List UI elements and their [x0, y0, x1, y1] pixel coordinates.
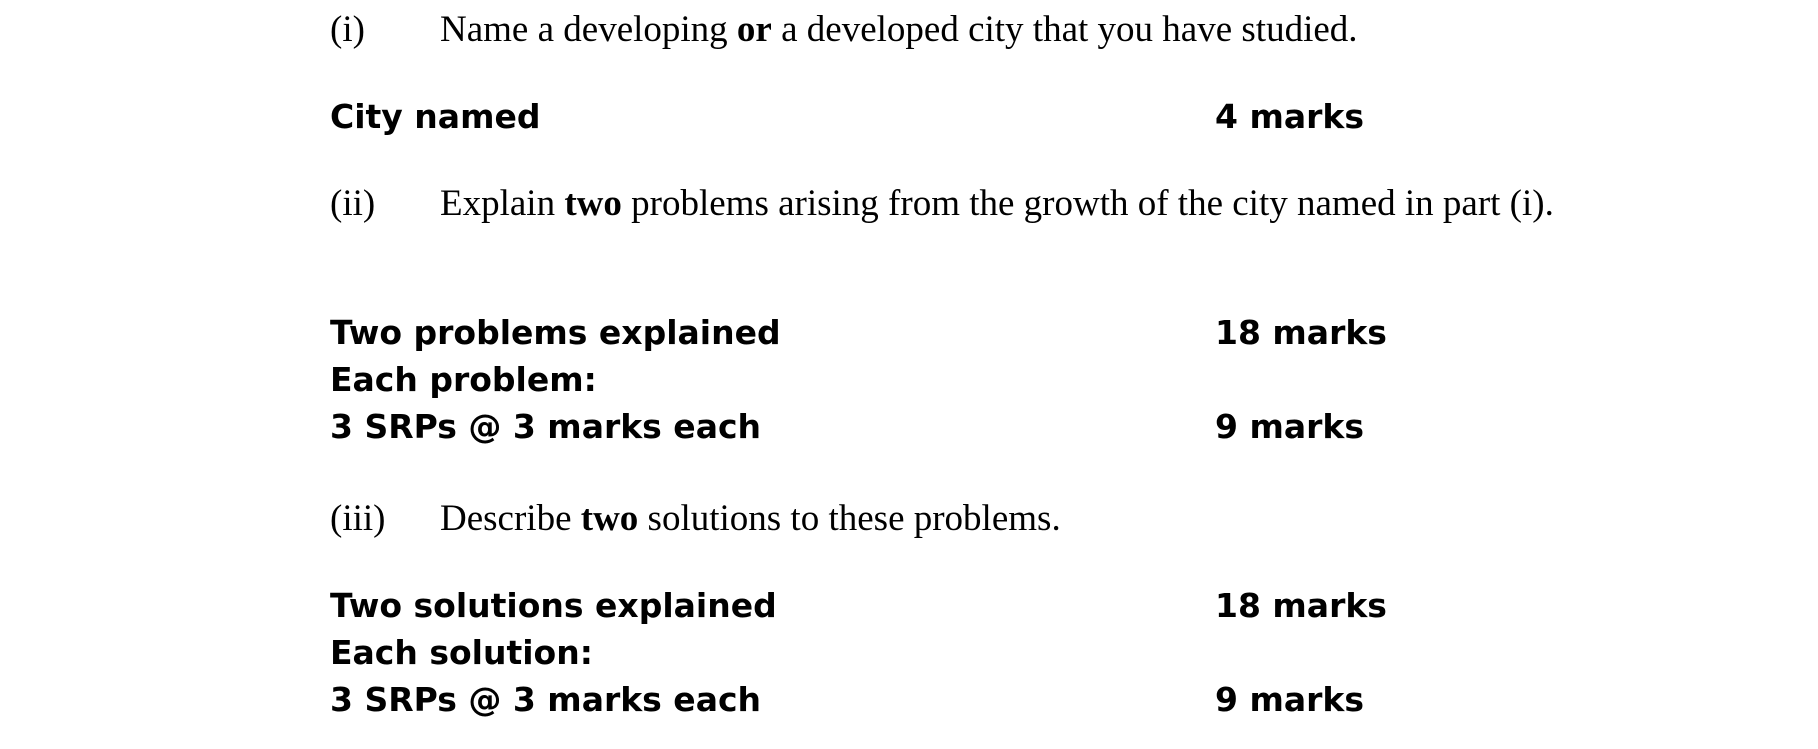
marking-criterion: 3 SRPs @ 3 marks each: [330, 680, 762, 719]
marks-value: 18 marks: [1215, 586, 1387, 625]
marks-value: 4 marks: [1215, 97, 1364, 136]
marking-criterion: Two solutions explained: [330, 586, 777, 625]
marks-value: 9 marks: [1215, 407, 1364, 446]
question-number: (iii): [330, 498, 386, 539]
question-text-part: Explain: [440, 183, 565, 224]
question-text-part: solutions to these problems.: [638, 498, 1061, 539]
question-text-emphasis: or: [736, 9, 772, 50]
marking-criterion: City named: [330, 97, 541, 136]
question-text-part: problems arising from the growth of the city named in part (i).: [621, 183, 1554, 224]
question-text-part: Name a developing: [440, 9, 737, 50]
marking-criterion: Two problems explained: [330, 313, 781, 352]
marks-value: 18 marks: [1215, 313, 1387, 352]
question-text-part: a developed city that you have studied.: [771, 9, 1358, 50]
question-text: [440, 497, 1061, 541]
marks-value: 9 marks: [1215, 680, 1364, 719]
marking-criterion: Each problem:: [330, 360, 597, 399]
question-text: [440, 8, 1358, 52]
question-number: (i): [330, 9, 365, 50]
question-text-emphasis: two: [564, 183, 622, 224]
question-text-part: Describe: [440, 498, 581, 539]
question-number: (ii): [330, 183, 376, 224]
question-text: [440, 182, 1554, 226]
marking-criterion: Each solution:: [330, 633, 593, 672]
marking-criterion: 3 SRPs @ 3 marks each: [330, 407, 762, 446]
question-text-emphasis: two: [580, 498, 639, 539]
